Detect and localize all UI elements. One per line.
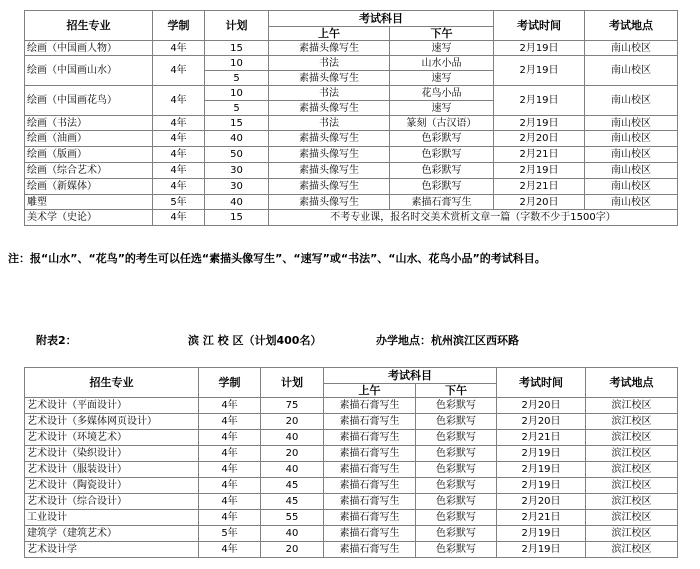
location-cell: 滨江校区 bbox=[586, 414, 678, 430]
morning-cell: 素描头像写生 bbox=[269, 163, 390, 179]
major-cell: 绘画（中国画山水） bbox=[25, 56, 153, 86]
plan-cell: 30 bbox=[205, 179, 269, 195]
location-cell: 南山校区 bbox=[585, 86, 678, 116]
major-cell: 绘画（新媒体） bbox=[25, 179, 153, 195]
exam-note-cell: 不考专业课，报名时交美术赏析文章一篇（字数不少于1500字） bbox=[269, 210, 678, 226]
afternoon-cell: 色彩默写 bbox=[390, 163, 494, 179]
nanshan-campus-table bbox=[24, 10, 678, 226]
duration-cell: 4年 bbox=[199, 430, 261, 446]
afternoon-cell: 色彩默写 bbox=[416, 478, 497, 494]
major-cell: 艺术设计（陶瓷设计） bbox=[25, 478, 199, 494]
time-cell: 2月19日 bbox=[497, 526, 586, 542]
campus-title: 滨 江 校 区（计划400名） bbox=[188, 334, 322, 347]
location-cell: 南山校区 bbox=[585, 116, 678, 131]
morning-cell: 素描头像写生 bbox=[269, 131, 390, 147]
location-cell: 南山校区 bbox=[585, 147, 678, 163]
morning-cell: 素描头像写生 bbox=[269, 147, 390, 163]
afternoon-cell: 山水小品 bbox=[390, 56, 494, 71]
location-cell: 滨江校区 bbox=[586, 510, 678, 526]
table-row bbox=[25, 526, 678, 542]
time-cell: 2月19日 bbox=[497, 478, 586, 494]
table-row bbox=[25, 430, 678, 446]
table-row bbox=[25, 56, 678, 71]
duration-cell: 4年 bbox=[153, 56, 205, 86]
time-cell: 2月19日 bbox=[494, 116, 585, 131]
afternoon-cell: 篆刻（古汉语） bbox=[390, 116, 494, 131]
header-major: 招生专业 bbox=[25, 368, 199, 398]
major-cell: 艺术设计（服装设计） bbox=[25, 462, 199, 478]
afternoon-cell: 色彩默写 bbox=[416, 494, 497, 510]
appendix-label: 附表2： bbox=[36, 334, 77, 347]
plan-cell: 20 bbox=[261, 446, 324, 462]
duration-cell: 4年 bbox=[199, 494, 261, 510]
duration-cell: 4年 bbox=[153, 179, 205, 195]
major-cell: 绘画（版画） bbox=[25, 147, 153, 163]
afternoon-cell: 素描石膏写生 bbox=[390, 195, 494, 210]
plan-cell: 30 bbox=[205, 163, 269, 179]
plan-cell: 5 bbox=[205, 101, 269, 116]
time-cell: 2月20日 bbox=[494, 195, 585, 210]
morning-cell: 素描头像写生 bbox=[269, 41, 390, 56]
location-cell: 滨江校区 bbox=[586, 494, 678, 510]
location-cell: 滨江校区 bbox=[586, 462, 678, 478]
major-cell: 绘画（中国画花鸟） bbox=[25, 86, 153, 116]
afternoon-cell: 色彩默写 bbox=[416, 398, 497, 414]
duration-cell: 4年 bbox=[199, 542, 261, 558]
duration-cell: 4年 bbox=[153, 210, 205, 226]
plan-cell: 40 bbox=[261, 526, 324, 542]
morning-cell: 素描石膏写生 bbox=[324, 446, 416, 462]
header-exam-time: 考试时间 bbox=[494, 11, 585, 41]
table-row bbox=[25, 86, 678, 101]
location-cell: 滨江校区 bbox=[586, 542, 678, 558]
major-cell: 美术学（史论） bbox=[25, 210, 153, 226]
morning-cell: 素描头像写生 bbox=[269, 179, 390, 195]
exam-subject-note: 注：报“山水”、“花鸟”的考生可以任选“素描头像写生”、“速写”或“书法”、“山水、花鸟小品”的考试科目。 bbox=[8, 252, 546, 265]
major-cell: 艺术设计（综合设计） bbox=[25, 494, 199, 510]
plan-cell: 15 bbox=[205, 116, 269, 131]
morning-cell: 素描石膏写生 bbox=[324, 414, 416, 430]
location-cell: 南山校区 bbox=[585, 163, 678, 179]
morning-cell: 素描石膏写生 bbox=[324, 430, 416, 446]
major-cell: 艺术设计学 bbox=[25, 542, 199, 558]
plan-cell: 15 bbox=[205, 210, 269, 226]
afternoon-cell: 色彩默写 bbox=[416, 430, 497, 446]
time-cell: 2月19日 bbox=[497, 462, 586, 478]
plan-cell: 10 bbox=[205, 86, 269, 101]
table-row bbox=[25, 398, 678, 414]
table-row bbox=[25, 494, 678, 510]
plan-cell: 20 bbox=[261, 414, 324, 430]
duration-cell: 5年 bbox=[199, 526, 261, 542]
morning-cell: 素描石膏写生 bbox=[324, 542, 416, 558]
table-row bbox=[25, 462, 678, 478]
plan-cell: 10 bbox=[205, 56, 269, 71]
major-cell: 艺术设计（平面设计） bbox=[25, 398, 199, 414]
morning-cell: 素描头像写生 bbox=[269, 195, 390, 210]
header-exam-subjects: 考试科目 bbox=[269, 11, 494, 27]
afternoon-cell: 色彩默写 bbox=[416, 542, 497, 558]
morning-cell: 素描石膏写生 bbox=[324, 526, 416, 542]
afternoon-cell: 速写 bbox=[390, 71, 494, 86]
time-cell: 2月21日 bbox=[497, 510, 586, 526]
duration-cell: 4年 bbox=[153, 41, 205, 56]
afternoon-cell: 色彩默写 bbox=[390, 131, 494, 147]
time-cell: 2月20日 bbox=[494, 131, 585, 147]
location-cell: 滨江校区 bbox=[586, 446, 678, 462]
morning-cell: 素描头像写生 bbox=[269, 101, 390, 116]
header-duration: 学制 bbox=[153, 11, 205, 41]
time-cell: 2月19日 bbox=[494, 56, 585, 86]
duration-cell: 4年 bbox=[199, 478, 261, 494]
location-cell: 南山校区 bbox=[585, 195, 678, 210]
morning-cell: 书法 bbox=[269, 56, 390, 71]
plan-cell: 55 bbox=[261, 510, 324, 526]
afternoon-cell: 色彩默写 bbox=[390, 179, 494, 195]
time-cell: 2月19日 bbox=[494, 163, 585, 179]
morning-cell: 素描头像写生 bbox=[269, 71, 390, 86]
afternoon-cell: 花鸟小品 bbox=[390, 86, 494, 101]
morning-cell: 素描石膏写生 bbox=[324, 510, 416, 526]
location-cell: 滨江校区 bbox=[586, 430, 678, 446]
table-header-row bbox=[25, 11, 678, 27]
time-cell: 2月21日 bbox=[497, 430, 586, 446]
header-duration: 学制 bbox=[199, 368, 261, 398]
morning-cell: 素描石膏写生 bbox=[324, 462, 416, 478]
major-cell: 建筑学（建筑艺术） bbox=[25, 526, 199, 542]
header-plan: 计划 bbox=[261, 368, 324, 398]
major-cell: 绘画（书法） bbox=[25, 116, 153, 131]
table-row bbox=[25, 446, 678, 462]
major-cell: 绘画（中国画人物） bbox=[25, 41, 153, 56]
time-cell: 2月20日 bbox=[497, 414, 586, 430]
location-cell: 滨江校区 bbox=[586, 526, 678, 542]
plan-cell: 50 bbox=[205, 147, 269, 163]
afternoon-cell: 色彩默写 bbox=[390, 147, 494, 163]
header-morning: 上午 bbox=[324, 384, 416, 398]
time-cell: 2月19日 bbox=[497, 446, 586, 462]
afternoon-cell: 色彩默写 bbox=[416, 510, 497, 526]
table-row bbox=[25, 131, 678, 147]
plan-cell: 15 bbox=[205, 41, 269, 56]
morning-cell: 素描石膏写生 bbox=[324, 478, 416, 494]
duration-cell: 4年 bbox=[153, 131, 205, 147]
table-row bbox=[25, 510, 678, 526]
afternoon-cell: 速写 bbox=[390, 101, 494, 116]
afternoon-cell: 色彩默写 bbox=[416, 414, 497, 430]
time-cell: 2月19日 bbox=[494, 41, 585, 56]
duration-cell: 4年 bbox=[153, 86, 205, 116]
header-afternoon: 下午 bbox=[416, 384, 497, 398]
table-row bbox=[25, 210, 678, 226]
major-cell: 艺术设计（染织设计） bbox=[25, 446, 199, 462]
plan-cell: 40 bbox=[261, 462, 324, 478]
time-cell: 2月19日 bbox=[494, 86, 585, 116]
afternoon-cell: 色彩默写 bbox=[416, 526, 497, 542]
plan-cell: 40 bbox=[261, 430, 324, 446]
location-cell: 滨江校区 bbox=[586, 478, 678, 494]
morning-cell: 素描石膏写生 bbox=[324, 398, 416, 414]
table-row bbox=[25, 179, 678, 195]
major-cell: 艺术设计（环境艺术） bbox=[25, 430, 199, 446]
binjiang-campus-table bbox=[24, 367, 678, 558]
campus-address: 办学地点：杭州滨江区西环路 bbox=[376, 334, 519, 347]
duration-cell: 4年 bbox=[153, 116, 205, 131]
time-cell: 2月20日 bbox=[497, 398, 586, 414]
morning-cell: 素描石膏写生 bbox=[324, 494, 416, 510]
table-header-row bbox=[25, 368, 678, 384]
morning-cell: 书法 bbox=[269, 86, 390, 101]
table-row bbox=[25, 147, 678, 163]
plan-cell: 75 bbox=[261, 398, 324, 414]
duration-cell: 4年 bbox=[153, 147, 205, 163]
plan-cell: 40 bbox=[205, 195, 269, 210]
afternoon-cell: 色彩默写 bbox=[416, 446, 497, 462]
duration-cell: 5年 bbox=[153, 195, 205, 210]
table-row bbox=[25, 542, 678, 558]
plan-cell: 5 bbox=[205, 71, 269, 86]
duration-cell: 4年 bbox=[199, 398, 261, 414]
duration-cell: 4年 bbox=[199, 462, 261, 478]
duration-cell: 4年 bbox=[199, 510, 261, 526]
major-cell: 绘画（综合艺术） bbox=[25, 163, 153, 179]
plan-cell: 20 bbox=[261, 542, 324, 558]
table-row bbox=[25, 163, 678, 179]
header-major: 招生专业 bbox=[25, 11, 153, 41]
time-cell: 2月21日 bbox=[494, 179, 585, 195]
header-exam-time: 考试时间 bbox=[497, 368, 586, 398]
table-row bbox=[25, 41, 678, 56]
major-cell: 雕塑 bbox=[25, 195, 153, 210]
major-cell: 工业设计 bbox=[25, 510, 199, 526]
table-row bbox=[25, 478, 678, 494]
location-cell: 南山校区 bbox=[585, 131, 678, 147]
morning-cell: 书法 bbox=[269, 116, 390, 131]
header-exam-location: 考试地点 bbox=[586, 368, 678, 398]
plan-cell: 45 bbox=[261, 478, 324, 494]
major-cell: 艺术设计（多媒体网页设计） bbox=[25, 414, 199, 430]
duration-cell: 4年 bbox=[153, 163, 205, 179]
afternoon-cell: 速写 bbox=[390, 41, 494, 56]
duration-cell: 4年 bbox=[199, 414, 261, 430]
location-cell: 滨江校区 bbox=[586, 398, 678, 414]
time-cell: 2月21日 bbox=[494, 147, 585, 163]
afternoon-cell: 色彩默写 bbox=[416, 462, 497, 478]
header-morning: 上午 bbox=[269, 27, 390, 41]
location-cell: 南山校区 bbox=[585, 41, 678, 56]
header-afternoon: 下午 bbox=[390, 27, 494, 41]
table-row bbox=[25, 116, 678, 131]
plan-cell: 40 bbox=[205, 131, 269, 147]
duration-cell: 4年 bbox=[199, 446, 261, 462]
header-plan: 计划 bbox=[205, 11, 269, 41]
time-cell: 2月20日 bbox=[497, 494, 586, 510]
location-cell: 南山校区 bbox=[585, 56, 678, 86]
time-cell: 2月19日 bbox=[497, 542, 586, 558]
table-row bbox=[25, 195, 678, 210]
major-cell: 绘画（油画） bbox=[25, 131, 153, 147]
location-cell: 南山校区 bbox=[585, 179, 678, 195]
table-row bbox=[25, 414, 678, 430]
header-exam-location: 考试地点 bbox=[585, 11, 678, 41]
plan-cell: 45 bbox=[261, 494, 324, 510]
header-exam-subjects: 考试科目 bbox=[324, 368, 497, 384]
